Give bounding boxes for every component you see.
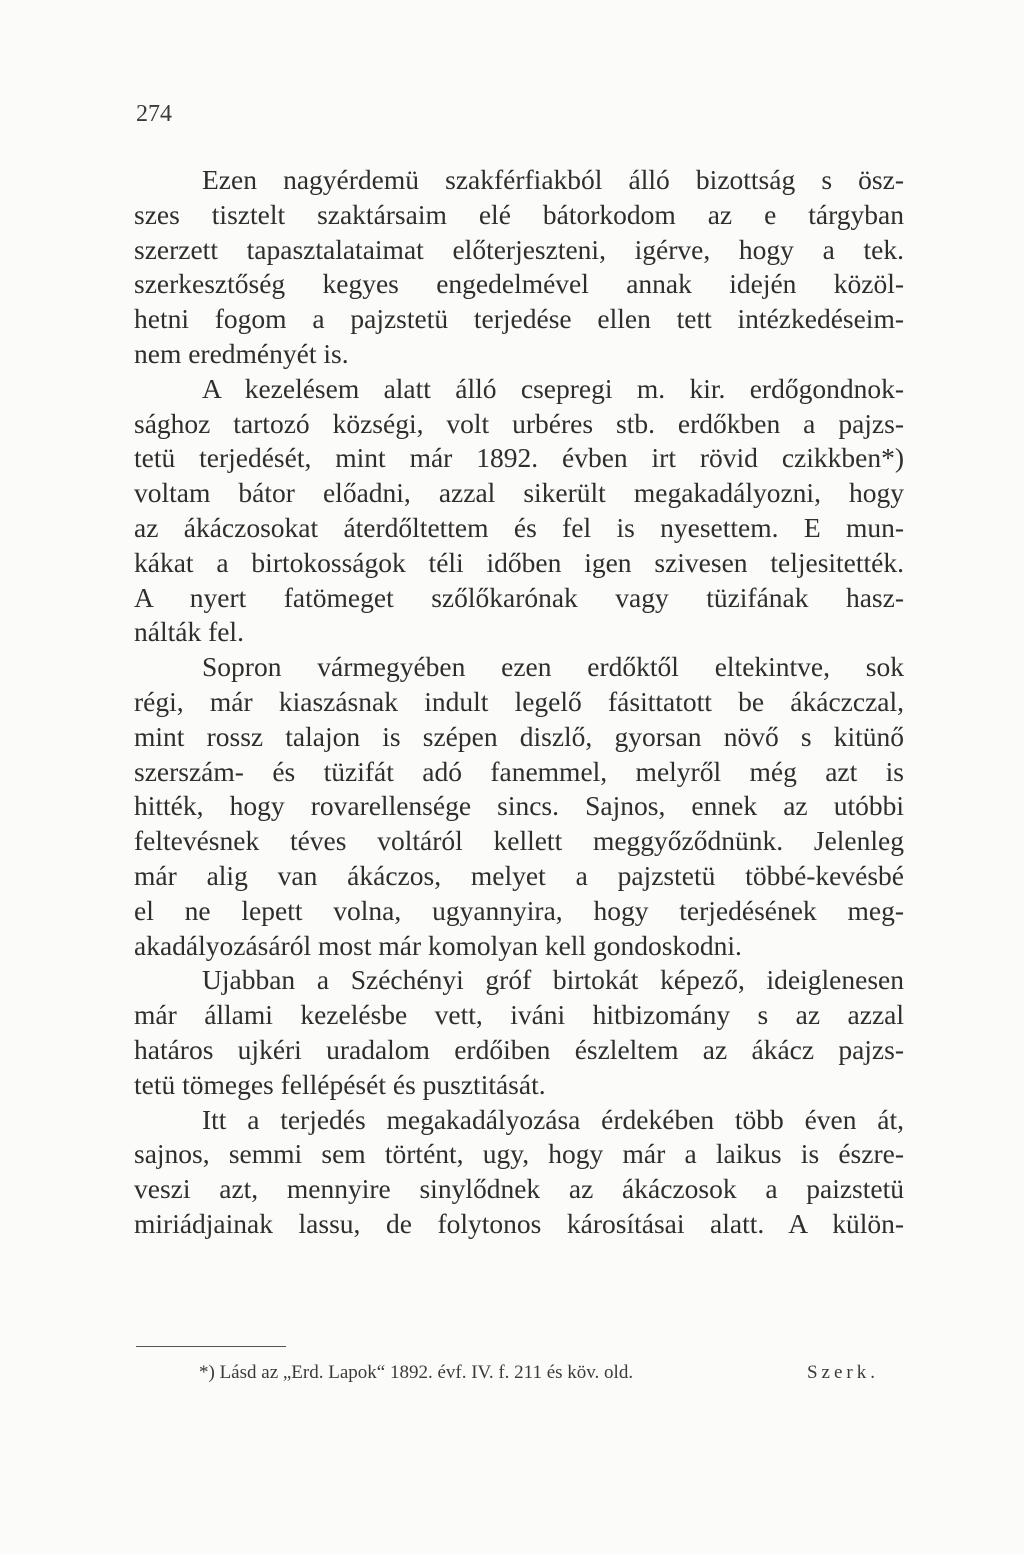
text-line: feltevésnek téves voltáról kellett meggyőződnünk. Jelenleg <box>134 825 904 857</box>
text-line: Itt a terjedés megakadályozása érdekében több éven át, <box>202 1103 904 1135</box>
text-line: hitték, hogy rovarellensége sincs. Sajnos, ennek az utóbbi <box>134 790 904 822</box>
text-line: szerkesztőség kegyes engedelmével annak idején közöl- <box>134 268 904 300</box>
text-line: Ezen nagyérdemü szakférfiakból álló bizottság s ösz- <box>202 164 904 195</box>
footnote-signature: Szerk. <box>806 1362 879 1383</box>
text-line: sághoz tartozó községi, volt urbéres stb. erdőkben a pajzs- <box>134 407 904 439</box>
text-line: miriádjainak lassu, de folytonos károsításai alatt. A külön- <box>134 1207 904 1239</box>
footnote-rule <box>136 1346 286 1347</box>
text-line: hetni fogom a pajzstetü terjedése ellen tett intézkedéseim- <box>134 303 904 335</box>
text-line: nem eredményét is. <box>134 337 349 369</box>
text-line: tetü tömeges fellépését és pusztitását. <box>134 1068 546 1100</box>
text-line: Ujabban a Széchényi gróf birtokát képező, ideiglenesen <box>202 964 904 996</box>
text-line: el ne lepett volna, ugyannyira, hogy terjedésének meg- <box>134 894 904 926</box>
text-line: nálták fel. <box>134 616 244 648</box>
page-number: 274 <box>136 101 172 127</box>
text-line: kákat a birtokosságok téli időben igen szivesen teljesitették. <box>134 546 904 578</box>
text-line: határos ujkéri uradalom erdőiben észleltem az ákácz pajzs- <box>134 1033 904 1065</box>
text-line: tetü terjedését, mint már 1892. évben irt rövid czikkben*) <box>134 442 904 474</box>
text-line: már alig van ákáczos, melyet a pajzstetü többé-kevésbé <box>134 859 904 891</box>
text-line: az ákáczosokat áterdőltettem és fel is nyesettem. E mun- <box>134 511 904 543</box>
text-line: Sopron vármegyében ezen erdőktől eltekintve, sok <box>202 651 904 683</box>
text-line: veszi azt, mennyire sinylődnek az ákáczosok a paizstetü <box>134 1173 904 1205</box>
text-line: szerszám- és tüzifát adó fanemmel, melyről még azt is <box>134 755 904 787</box>
text-line: szerzett tapasztalataimat előterjeszteni, igérve, hogy a tek. <box>134 233 904 265</box>
footnote-text: *) Lásd az „Erd. Lapok“ 1892. évf. IV. f. 211 és köv. old. <box>199 1362 634 1383</box>
text-line: akadályozásáról most már komolyan kell gondoskodni. <box>134 929 742 961</box>
text-line: voltam bátor előadni, azzal sikerült megakadályozni, hogy <box>134 477 904 509</box>
text-line: A kezelésem alatt álló csepregi m. kir. erdőgondnok- <box>202 372 904 404</box>
text-line: A nyert fatömeget szőlőkarónak vagy tüzifának hasz- <box>134 581 904 613</box>
text-line: sajnos, semmi sem történt, ugy, hogy már a laikus is észre- <box>134 1138 904 1170</box>
body-text <box>134 163 904 1242</box>
text-line: mint rossz talajon is szépen diszlő, gyorsan növő s kitünő <box>134 720 904 752</box>
footnote <box>199 1360 879 1386</box>
text-line: szes tisztelt szaktársaim elé bátorkodom az e tárgyban <box>134 198 904 230</box>
text-line: már állami kezelésbe vett, iváni hitbizomány s az azzal <box>134 999 904 1031</box>
text-line: régi, már kiaszásnak indult legelő fásittatott be ákáczczal, <box>134 685 904 717</box>
